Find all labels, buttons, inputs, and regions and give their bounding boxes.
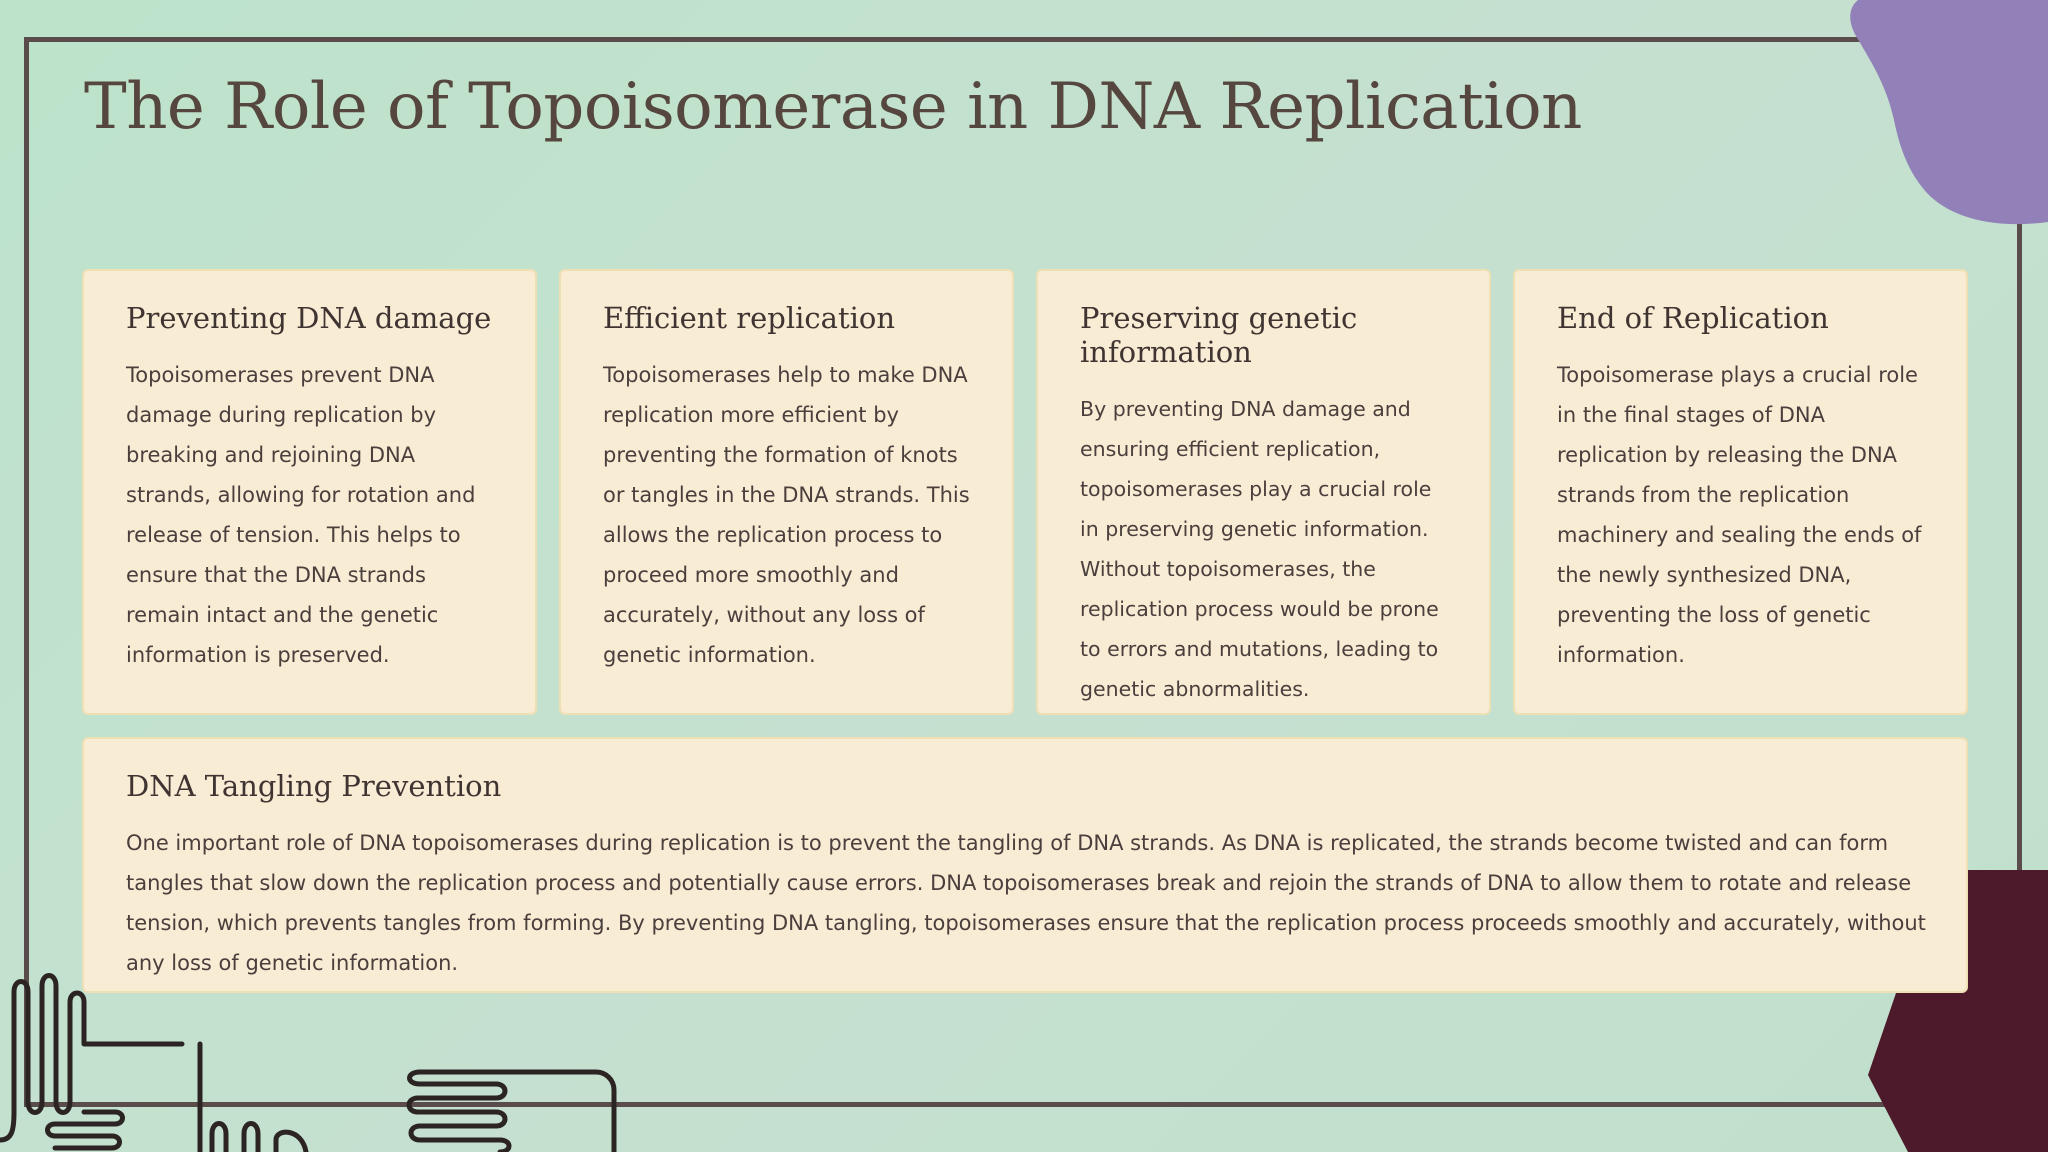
card-body: Topoisomerase plays a crucial role in the final stages of DNA replication by releasing the DNA strands from the replication machinery and sealing the ends of the newly synthesized DNA, preventing the loss of genetic information. bbox=[1557, 363, 1922, 667]
card-heading: Preserving genetic information bbox=[1080, 301, 1358, 369]
card-body: By preventing DNA damage and ensuring efficient replication, topoisomerases play a crucial role in preserving genetic information. Without topoisomerases, the replication process would be prone to errors and mutations, leading to genetic abnormalities. bbox=[1080, 397, 1439, 701]
card-heading: Preventing DNA damage bbox=[126, 301, 492, 335]
card-preserving-genetic-information bbox=[1036, 269, 1491, 715]
card-heading: Efficient replication bbox=[603, 301, 896, 335]
card-heading: DNA Tangling Prevention bbox=[126, 769, 502, 803]
page-title: The Role of Topoisomerase in DNA Replication bbox=[84, 70, 1582, 144]
card-body: Topoisomerases prevent DNA damage during replication by breaking and rejoining DNA strands, allowing for rotation and release of tension. This helps to ensure that the DNA strands remain intact and the genetic information is preserved. bbox=[126, 363, 476, 667]
purple-blob-shape bbox=[1798, 0, 2048, 230]
card-heading: End of Replication bbox=[1557, 301, 1829, 335]
card-body: One important role of DNA topoisomerases during replication is to prevent the tangling of DNA strands. As DNA is replicated, the strands become twisted and can form tangles that slow down the replication process and potentially cause errors. DNA topoisomerases break and rejoin the strands of DNA to allow them to rotate and release tension, which prevents tangles from forming. By preventing DNA tangling, topoisomerases ensure that the replication process proceeds smoothly and accurately, without any loss of genetic information. bbox=[126, 831, 1926, 975]
card-end-of-replication bbox=[1513, 269, 1968, 715]
card-dna-tangling-prevention bbox=[82, 737, 1968, 993]
card-efficient-replication bbox=[559, 269, 1014, 715]
card-body: Topoisomerases help to make DNA replication more efficient by preventing the formation of knots or tangles in the DNA strands. This allows the replication process to proceed more smoothly and accurately, without any loss of genetic information. bbox=[603, 363, 970, 667]
card-preventing-dna-damage bbox=[82, 269, 537, 715]
